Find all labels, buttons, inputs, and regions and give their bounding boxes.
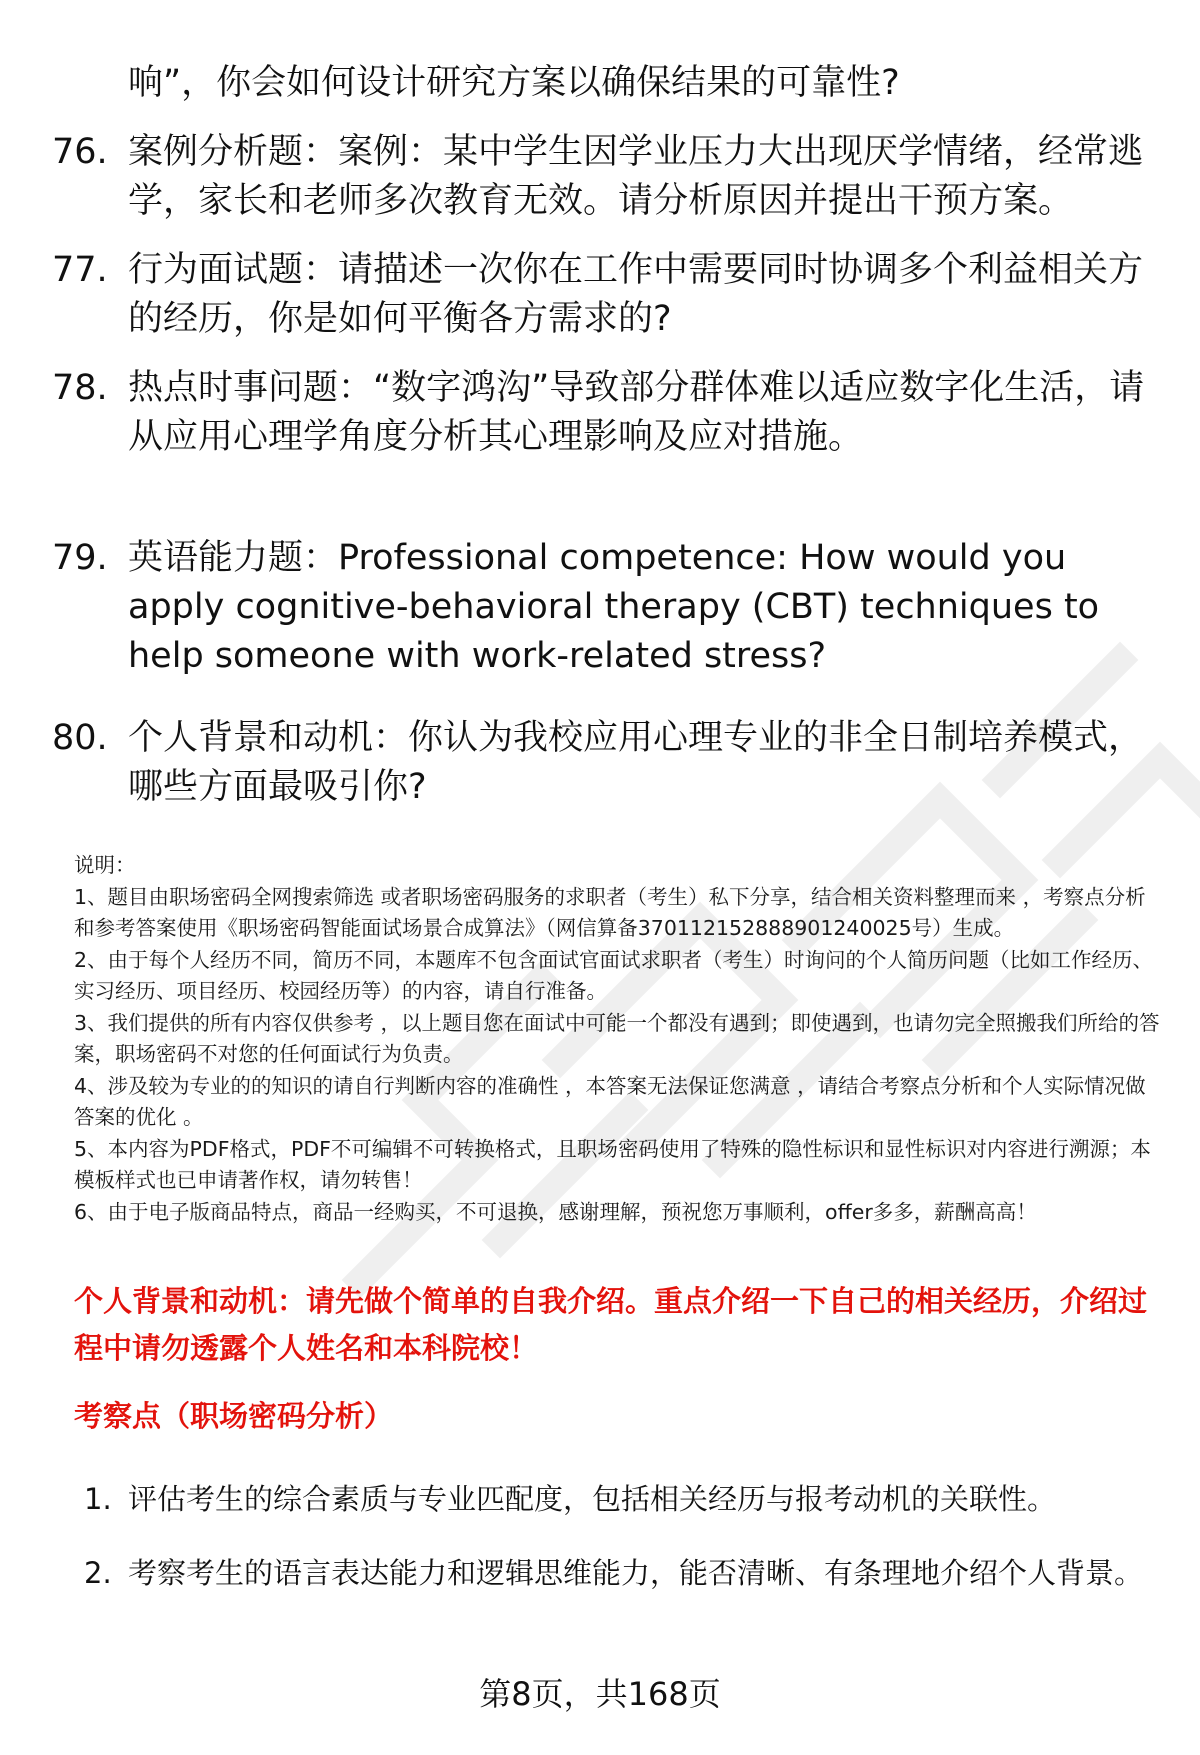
analysis-point (84, 1474, 1144, 1524)
note-item: 4、涉及较为专业的的知识的请自行判断内容的准确性 ，本答案无法保证您满意 ，请结合考察点分析和个人实际情况做答案的优化 。 (74, 1073, 1146, 1129)
point-text: 评估考生的综合素质与专业匹配度，包括相关经历与报考动机的关联性。 (128, 1482, 1057, 1516)
question-item (52, 246, 1152, 344)
notes-section (74, 850, 1164, 1228)
point-number: 2. (84, 1556, 112, 1590)
analysis-subheading: 考察点（职场密码分析） (74, 1399, 394, 1433)
question-text: 个人背景和动机：你认为我校应用心理专业的非全日制培养模式，哪些方面最吸引你? (128, 718, 1144, 807)
note-item: 5、本内容为PDF格式，PDF不可编辑不可转换格式，且职场密码使用了特殊的隐性标识和显性标识对内容进行溯源；本模板样式也已申请著作权，请勿转售！ (74, 1136, 1151, 1192)
question-text: 热点时事问题：“数字鸿沟”导致部分群体难以适应数字化生活，请从应用心理学角度分析其心理影响及应对措施。 (128, 368, 1145, 457)
question-number: 77. (52, 250, 108, 290)
question-heading: 个人背景和动机：请先做个简单的自我介绍。重点介绍一下自己的相关经历，介绍过程中请勿透露个人姓名和本科院校！ (74, 1284, 1148, 1365)
question-item (52, 364, 1152, 462)
note-item: 6、由于电子版商品特点，商品一经购买，不可退换，感谢理解，预祝您万事顺利，offer多多，薪酬高高！ (74, 1199, 1037, 1224)
note-item: 3、我们提供的所有内容仅供参考 ，以上题目您在面试中可能一个都没有遇到；即使遇到，也请勿完全照搬我们所给的答案，职场密码不对您的任何面试行为负责。 (74, 1010, 1160, 1066)
question-item (52, 714, 1152, 812)
question-number: 78. (52, 368, 108, 408)
analysis-point (84, 1542, 1144, 1604)
question-continuation: 响”，你会如何设计研究方案以确保结果的可靠性? (128, 63, 900, 103)
notes-title: 说明： (74, 853, 136, 877)
question-text: 行为面试题：请描述一次你在工作中需要同时协调多个利益相关方的经历，你是如何平衡各方需求的? (128, 250, 1144, 339)
page-footer: 第8页，共168页 (479, 1675, 721, 1713)
question-number: 76. (52, 132, 108, 172)
question-number: 79. (52, 538, 108, 578)
analysis-points (84, 1474, 1144, 1604)
point-text: 考察考生的语言表达能力和逻辑思维能力，能否清晰、有条理地介绍个人背景。 (128, 1556, 1144, 1590)
question-item (52, 534, 1152, 681)
question-text: 英语能力题：Professional competence: How would you apply cognitive-behavioral therapy (CBT) techniques to help someone with work-related stress? (128, 538, 1100, 676)
question-text: 案例分析题：案例：某中学生因学业压力大出现厌学情绪，经常逃学，家长和老师多次教育无效。请分析原因并提出干预方案。 (128, 132, 1144, 221)
note-item: 1、题目由职场密码全网搜索筛选 或者职场密码服务的求职者（考生）私下分享，结合相关资料整理而来 ，考察点分析和参考答案使用《职场密码智能面试场景合成算法》（网信算备370112152888901240025号）生成。 (74, 884, 1146, 940)
question-item (52, 128, 1152, 226)
question-number: 80. (52, 718, 108, 758)
note-item: 2、由于每个人经历不同，简历不同，本题库不包含面试官面试求职者（考生）时询问的个人简历问题（比如工作经历、实习经历、项目经历、校园经历等）的内容，请自行准备。 (74, 947, 1154, 1003)
point-number: 1. (84, 1482, 112, 1516)
